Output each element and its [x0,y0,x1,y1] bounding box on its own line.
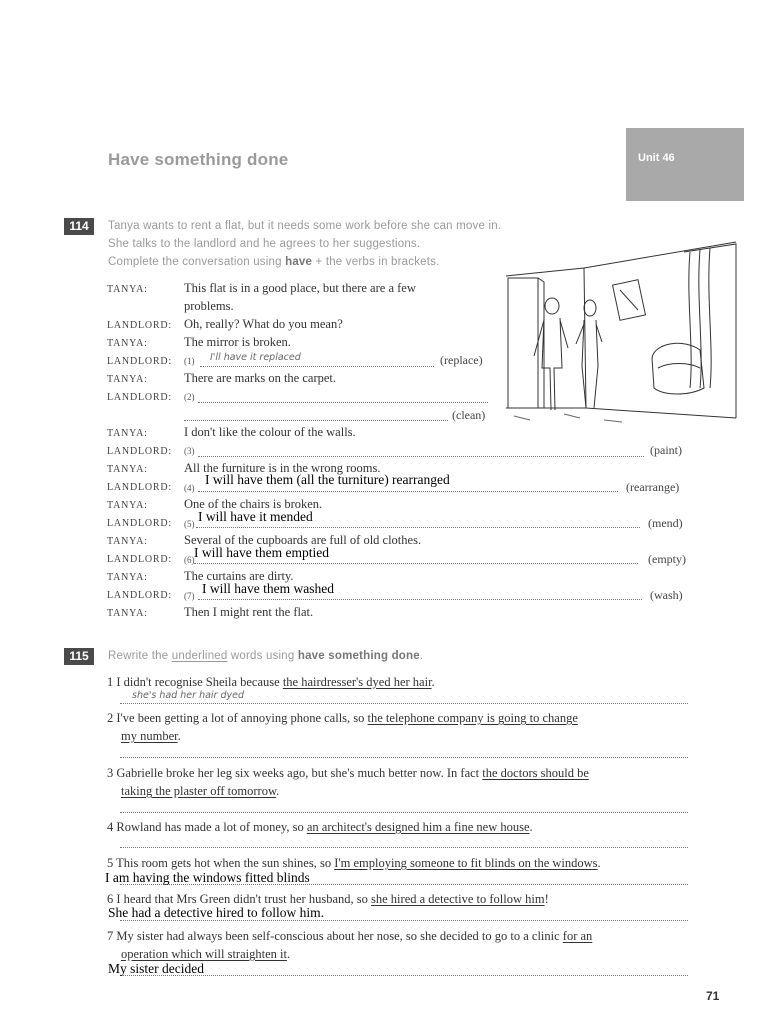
blank-3-verb: (paint) [650,443,682,457]
item-4-answer-line[interactable] [120,847,688,848]
tanya-line-8: The curtains are dirty. [184,569,294,583]
blank-5-number: (5) [184,519,195,529]
ex115-item-1: 1 I didn't recognise Sheila because the hairdresser's dyed her hair. [107,675,435,689]
speaker-landlord: LANDLORD: [107,446,172,457]
unit-box [626,128,744,201]
blank-5-verb: (mend) [648,516,683,530]
blank-2-line-a[interactable] [198,402,488,403]
item-6-answer[interactable]: She had a detective hired to follow him. [108,905,324,920]
tanya-line-6: One of the chairs is broken. [184,497,323,511]
door-frame [508,278,538,408]
ex115-item-2b: my number. [121,729,181,743]
speaker-tanya: TANYA: [107,374,148,385]
tanya-body [576,320,602,408]
tanya-line-5: All the furniture is in the wrong rooms. [184,461,381,475]
ex115-instruction: Rewrite the underlined words using have something done. [108,650,424,662]
ex114-instruction-1: Tanya wants to rent a flat, but it needs some work before she can move in. [108,220,502,232]
exercise-114-badge: 114 [64,218,94,235]
blank-1-line [200,366,434,367]
item-1-handwritten-answer[interactable]: she's had her hair dyed [132,690,245,701]
curtain [689,248,711,388]
landlord-line-1: Oh, really? What do you mean? [184,317,343,331]
ex114-instruction-2: She talks to the landlord and he agrees to her suggestions. [108,238,421,250]
blank-6-number: (6) [184,555,195,565]
room-illustration [504,238,740,428]
speaker-tanya: TANYA: [107,464,148,475]
blank-5-answer[interactable]: I will have it mended [198,509,313,524]
blank-4-answer[interactable]: I will have them (all the turniture) rearranged [205,472,450,487]
blank-7-answer[interactable]: I will have them washed [202,581,334,596]
ex115-item-2a: 2 I've been getting a lot of annoying phone calls, so the telephone company is going to change [107,711,578,725]
blank-4-line [198,491,618,492]
blank-2-line-b[interactable] [184,420,448,421]
speaker-tanya: TANYA: [107,428,148,439]
tanya-line-1a: This flat is in a good place, but there are a few [184,281,416,295]
item-5-answer[interactable]: I am having the windows fitted blinds [105,870,310,885]
blank-1-number: (1) [184,356,195,366]
blank-7-verb: (wash) [650,588,683,602]
item-3-answer-line[interactable] [120,812,688,813]
blank-6-line [194,563,638,564]
blank-4-verb: (rearrange) [626,480,680,494]
speaker-tanya: TANYA: [107,608,148,619]
ex114-instruction-3: Complete the conversation using have + the verbs in brackets. [108,256,440,268]
speaker-tanya: TANYA: [107,284,148,295]
ex115-item-3b: taking the plaster off tomorrow. [121,784,280,798]
blank-4-number: (4) [184,483,195,493]
ex115-item-7a: 7 My sister had always been self-conscious about her nose, so she decided to go to a clinic for an [107,929,593,943]
speaker-landlord: LANDLORD: [107,482,172,493]
unit-label: Unit 46 [638,152,675,164]
ex115-item-6: 6 I heard that Mrs Green didn't trust her husband, so she hired a detective to follow him! [107,892,549,906]
tanya-line-7: Several of the cupboards are full of old clothes. [184,533,422,547]
blank-6-answer[interactable]: I will have them emptied [194,545,329,560]
exercise-115-badge: 115 [64,648,94,665]
page-title: Have something done [108,150,289,169]
speaker-landlord: LANDLORD: [107,356,172,367]
speaker-tanya: TANYA: [107,338,148,349]
blank-1-verb: (replace) [440,353,483,367]
tanya-line-9: Then I might rent the flat. [184,605,314,619]
armchair [652,343,704,394]
blank-2-number: (2) [184,392,195,402]
speaker-landlord: LANDLORD: [107,554,172,565]
tanya-line-3: There are marks on the carpet. [184,371,337,385]
ex115-item-7b: operation which will straighten it. [121,947,291,961]
ex115-item-3a: 3 Gabrielle broke her leg six weeks ago, but she's much better now. In fact the doctors should be [107,766,589,780]
blank-1-handwritten-answer[interactable]: I'll have it replaced [210,352,301,363]
blank-2-verb: (clean) [452,408,486,422]
tanya-line-1b: problems. [184,299,234,313]
landlord-head [545,298,559,314]
ex115-item-5: 5 This room gets hot when the sun shines, so I'm employing someone to fit blinds on the windows. [107,856,601,870]
tanya-line-4: I don't like the colour of the walls. [184,425,356,439]
item-2-answer-line[interactable] [120,757,688,758]
item-1-answer-line [120,703,688,704]
item-7-answer[interactable]: My sister decided [108,961,204,976]
tanya-head [584,300,596,316]
floor-line [506,408,736,418]
blank-7-line [198,599,642,600]
speaker-tanya: TANYA: [107,536,148,547]
item-7-answer-line [120,975,688,976]
blank-7-number: (7) [184,591,195,601]
speaker-landlord: LANDLORD: [107,590,172,601]
tanya-line-2: The mirror is broken. [184,335,291,349]
blank-3-number: (3) [184,446,195,456]
ceiling-line [506,242,736,276]
blank-5-line [196,527,640,528]
speaker-tanya: TANYA: [107,500,148,511]
speaker-landlord: LANDLORD: [107,392,172,403]
landlord-body [534,318,568,410]
blank-3-line[interactable] [198,456,644,457]
ex115-item-4: 4 Rowland has made a lot of money, so an architect's designed him a fine new house. [107,820,533,834]
blank-6-verb: (empty) [648,552,686,566]
speaker-landlord: LANDLORD: [107,320,172,331]
page-number: 71 [706,989,720,1003]
speaker-tanya: TANYA: [107,572,148,583]
speaker-landlord: LANDLORD: [107,518,172,529]
